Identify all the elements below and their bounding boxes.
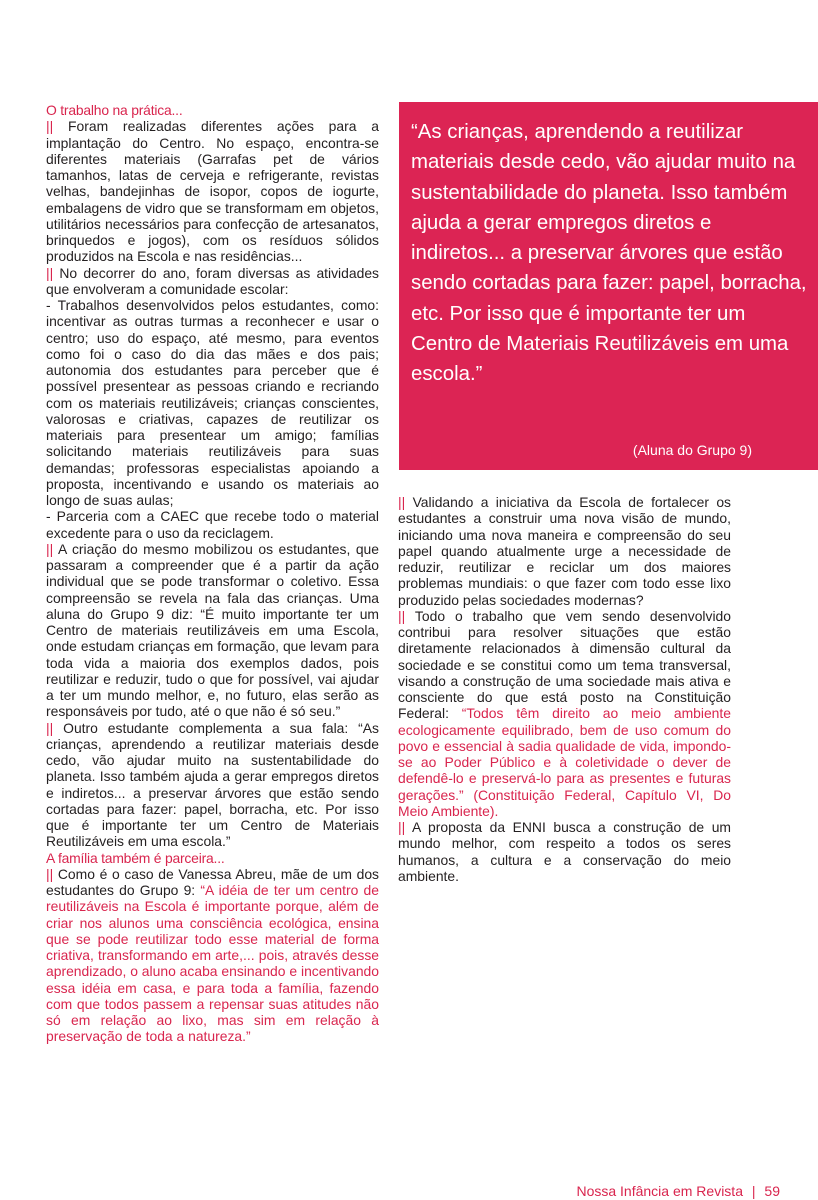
paragraph-marker: ||	[46, 865, 54, 882]
page-footer	[576, 1183, 780, 1199]
paragraph	[46, 265, 379, 298]
highlighted-quote: “A idéia de ter um centro de reutilizáveis na Escola é importante porque, além de criar nos alunos uma consciência ecológica, ensina que se pode reutilizar todo esse material de forma criativa, transformando em arte,... pois, através desse aprendizado, o aluno acaba ensinando e incentivando essa idéia em casa, e para toda a família, fazendo com que todos passem a repensar suas atitudes não só em relação ao lixo, mas sim em relação à preservação de toda a natureza.”	[46, 882, 379, 1045]
footer-separator: |	[751, 1183, 756, 1199]
paragraph-marker: ||	[398, 819, 406, 835]
section-heading: A família também é parceira...	[46, 849, 225, 866]
section-heading: O trabalho na prática...	[46, 102, 183, 118]
paragraph	[398, 608, 731, 819]
paragraph-text: A proposta da ENNI busca a construção de um mundo melhor, com respeito a todos os seres humanos, a cultura e a conservação do meio ambiente.	[398, 819, 731, 884]
left-column	[46, 102, 379, 1045]
paragraph-text: Todo o trabalho que vem sendo desenvolvido contribui para resolver situações que estão diretamente relacionados à dimensão cultural da sociedade e se constitui como um tema transversal, visando a construção de uma sociedade mais ativa e consciente do que está posto na Constituição Federal:	[398, 607, 731, 722]
paragraph	[398, 819, 731, 884]
paragraph-text: No decorrer do ano, foram diversas as atividades que envolveram a comunidade escolar:	[46, 264, 379, 297]
paragraph-marker: ||	[46, 540, 54, 557]
paragraph-marker: ||	[46, 264, 54, 281]
highlighted-quote: “Todos têm direito ao meio ambiente ecologicamente equilibrado, bem de uso comum do povo e essencial à sadia qualidade de vida, impondo-se ao Poder Público e à coletividade o dever de defendê-lo e preservá-lo para as presentes e futuras gerações.” (Constituição Federal, Capítulo VI, Do Meio Ambiente).	[398, 705, 731, 819]
paragraph	[46, 118, 379, 264]
pull-quote-attribution: (Aluna do Grupo 9)	[632, 442, 752, 458]
right-column	[398, 494, 731, 884]
paragraph	[46, 866, 379, 1045]
pull-quote-text: “As crianças, aprendendo a reutilizar materiais desde cedo, vão ajudar muito na sustentabilidade do planeta. Isso também ajuda a gerar empregos diretos e indiretos... a preservar árvores que estão sendo cortadas para fazer: papel, borracha, etc. Por isso que é importante ter um Centro de Materiais Reutilizáveis em uma escola.”	[411, 121, 807, 386]
page-number: 59	[764, 1183, 780, 1199]
paragraph-text: A criação do mesmo mobilizou os estudantes, que passaram a compreender que é a partir da ação individual que se pode transformar o coletivo. Essa compreensão se revela na fala das crianças. Uma aluna do Grupo 9 diz: “É muito importante ter um Centro de materiais reutilizáveis em uma Escola, onde estudam crianças em formação, que levam para toda vida a maioria dos exemplos dados, pois reutilizar e reduzir, tudo o que for possível, vai ajudar a ter um mundo melhor, e, no futuro, elas serão as responsáveis por tudo, até o que não é só seu.”	[46, 540, 380, 720]
publication-name: Nossa Infância em Revista	[576, 1183, 743, 1199]
paragraph-marker: ||	[398, 494, 406, 510]
paragraph-text: Como é o caso de Vanessa Abreu, mãe de um dos estudantes do Grupo 9:	[46, 865, 379, 898]
paragraph	[46, 720, 379, 850]
paragraph-marker: ||	[46, 719, 54, 736]
list-item: - Trabalhos desenvolvidos pelos estudantes, como: incentivar as outras turmas a reconhecer e usar o centro; uso do espaço, até mesmo, para eventos como foi o caso do dia das mães e dos pais; autonomia dos estudantes para perceber que é possível presentear as pessoas criando e recriando com os materiais reutilizáveis; crianças conscientes, valorosas e criativas, capazes de reutilizar os materiais para presentear um amigo; famílias solicitando materiais reutilizáveis para suas demandas; professoras especialistas apoiando a proposta, incentivando e usando os materiais ao longo de suas aulas;	[46, 297, 379, 508]
pull-quote-box	[399, 102, 818, 470]
paragraph-text: Validando a iniciativa da Escola de fortalecer os estudantes a construir uma nova visão de mundo, iniciando uma nova maneira e compreensão do seu papel quando atualmente urge a necessidade de reduzir, reutilizar e reciclar um dos maiores problemas mundiais: o que fazer com todo esse lixo produzido pelas sociedades modernas?	[398, 494, 731, 608]
paragraph	[46, 541, 379, 720]
paragraph-text: Foram realizadas diferentes ações para a implantação do Centro. No espaço, encontra-se diferentes materiais (Garrafas pet de vários tamanhos, latas de cerveja e refrigerante, revistas velhas, bandejinhas de isopor, copos de iogurte, embalagens de vidro que se transformam em objetos, utilitários necessários para confecção de artesanatos, brinquedos e jogos), com os resíduos sólidos produzidos na Escola e nas residências...	[46, 118, 380, 265]
paragraph-marker: ||	[398, 607, 406, 624]
paragraph-text: Outro estudante complementa a sua fala: “As crianças, aprendendo a reutilizar materiais desde cedo, vão ajudar muito na sustentabilidade do planeta. Isso também ajuda a gerar empregos diretos e indiretos... a preservar árvores que estão sendo cortadas para fazer: papel, borracha, etc. Por isso que é importante ter um Centro de Materiais Reutilizáveis em uma escola.”	[46, 719, 379, 850]
list-item: - Parceria com a CAEC que recebe todo o material excedente para o uso da reciclagem.	[46, 508, 379, 541]
paragraph	[398, 494, 731, 608]
paragraph-marker: ||	[46, 118, 54, 135]
